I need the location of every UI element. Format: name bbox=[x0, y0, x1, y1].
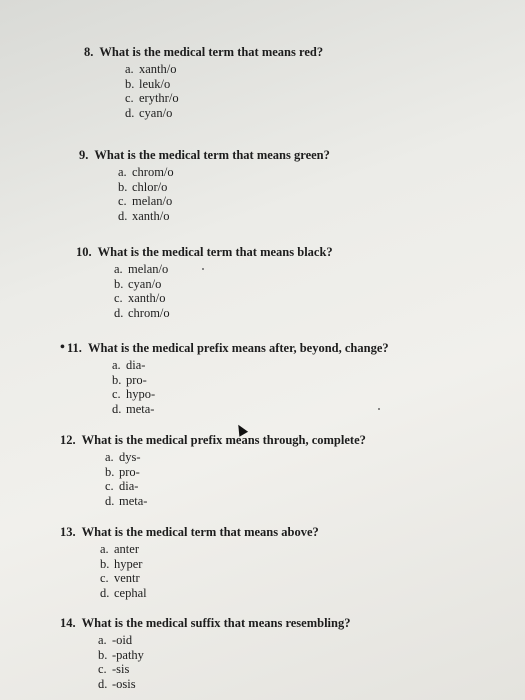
option-text: chrom/o bbox=[128, 305, 170, 320]
option-letter: b. bbox=[125, 76, 135, 91]
option-text: cyan/o bbox=[139, 105, 173, 120]
option-letter: a. bbox=[125, 62, 134, 76]
option-letter: a. bbox=[105, 450, 114, 464]
option-d[interactable] bbox=[112, 402, 155, 417]
option-text: -osis bbox=[112, 676, 136, 691]
option-text: leuk/o bbox=[139, 76, 171, 91]
option-letter: b. bbox=[114, 276, 124, 291]
option-d[interactable] bbox=[125, 106, 179, 121]
question-number: 10. bbox=[76, 245, 92, 259]
option-text: melan/o bbox=[128, 262, 169, 276]
option-letter: d. bbox=[100, 585, 110, 600]
question-9-options bbox=[118, 165, 174, 223]
option-a[interactable] bbox=[125, 62, 179, 77]
bullet-mark: • bbox=[60, 340, 65, 355]
option-d[interactable] bbox=[98, 677, 144, 692]
question-14-prompt bbox=[60, 616, 351, 631]
option-c[interactable] bbox=[105, 479, 147, 494]
option-text: dia- bbox=[119, 479, 139, 493]
option-c[interactable] bbox=[98, 662, 144, 677]
option-text: hypo- bbox=[126, 387, 156, 401]
option-text: anter bbox=[114, 542, 139, 556]
option-letter: d. bbox=[112, 401, 122, 416]
option-text: meta- bbox=[126, 401, 155, 416]
paper-speck bbox=[378, 408, 380, 410]
option-text: cyan/o bbox=[128, 276, 162, 291]
option-text: -pathy bbox=[112, 647, 144, 662]
question-number: 11. bbox=[67, 341, 82, 355]
option-text: -sis bbox=[112, 662, 130, 676]
question-number: 12. bbox=[60, 433, 76, 447]
option-letter: d. bbox=[118, 208, 128, 223]
option-letter: d. bbox=[125, 105, 135, 120]
option-b[interactable] bbox=[100, 557, 147, 572]
option-text: meta- bbox=[119, 493, 148, 508]
option-b[interactable] bbox=[118, 180, 174, 195]
option-letter: c. bbox=[114, 291, 123, 305]
option-letter: d. bbox=[98, 676, 108, 691]
option-text: ventr bbox=[114, 571, 140, 585]
question-10-options bbox=[114, 262, 170, 320]
option-letter: b. bbox=[112, 372, 122, 387]
option-b[interactable] bbox=[125, 77, 179, 92]
question-text: What is the medical prefix means after, beyond, change? bbox=[87, 341, 389, 355]
option-a[interactable] bbox=[112, 358, 155, 373]
question-text: What is the medical term that means green? bbox=[94, 148, 330, 162]
option-text: melan/o bbox=[132, 194, 173, 208]
option-letter: a. bbox=[100, 542, 109, 556]
option-c[interactable] bbox=[118, 194, 174, 209]
option-text: xanth/o bbox=[128, 291, 166, 305]
option-letter: c. bbox=[118, 194, 127, 208]
question-12-options bbox=[105, 450, 147, 508]
option-letter: b. bbox=[118, 179, 128, 194]
question-text: What is the medical prefix means through, complete? bbox=[81, 433, 366, 447]
option-d[interactable] bbox=[114, 306, 170, 321]
option-text: pro- bbox=[119, 464, 140, 479]
option-b[interactable] bbox=[114, 277, 170, 292]
option-text: xanth/o bbox=[132, 208, 170, 223]
question-11-options bbox=[112, 358, 155, 416]
option-letter: d. bbox=[114, 305, 124, 320]
question-12-prompt bbox=[60, 433, 366, 448]
question-13-options bbox=[100, 542, 147, 600]
question-text: What is the medical term that means red? bbox=[99, 45, 324, 59]
question-text: What is the medical suffix that means resembling? bbox=[81, 616, 351, 630]
option-letter: b. bbox=[100, 556, 110, 571]
option-letter: c. bbox=[125, 91, 134, 105]
option-text: dia- bbox=[126, 358, 146, 372]
option-text: -oid bbox=[112, 633, 133, 647]
option-letter: b. bbox=[105, 464, 115, 479]
question-number: 14. bbox=[60, 616, 76, 630]
option-text: chlor/o bbox=[132, 179, 168, 194]
question-14-options bbox=[98, 633, 144, 691]
option-c[interactable] bbox=[114, 291, 170, 306]
question-number: 8. bbox=[84, 45, 94, 59]
option-letter: c. bbox=[112, 387, 121, 401]
question-13-prompt bbox=[60, 525, 319, 540]
option-letter: a. bbox=[112, 358, 121, 372]
option-letter: c. bbox=[105, 479, 114, 493]
option-d[interactable] bbox=[105, 494, 147, 509]
question-number: 9. bbox=[79, 148, 89, 162]
option-a[interactable] bbox=[114, 262, 170, 277]
option-letter: a. bbox=[114, 262, 123, 276]
option-letter: b. bbox=[98, 647, 108, 662]
option-a[interactable] bbox=[98, 633, 144, 648]
option-letter: d. bbox=[105, 493, 115, 508]
option-d[interactable] bbox=[100, 586, 147, 601]
option-text: pro- bbox=[126, 372, 147, 387]
question-11-prompt bbox=[67, 341, 389, 356]
option-a[interactable] bbox=[100, 542, 147, 557]
option-c[interactable] bbox=[125, 91, 179, 106]
paper-speck bbox=[202, 268, 204, 270]
option-b[interactable] bbox=[112, 373, 155, 388]
option-letter: a. bbox=[98, 633, 107, 647]
option-text: chrom/o bbox=[132, 165, 174, 179]
option-b[interactable] bbox=[105, 465, 147, 480]
question-9-prompt bbox=[79, 148, 330, 163]
option-letter: a. bbox=[118, 165, 127, 179]
option-letter: c. bbox=[98, 662, 107, 676]
option-a[interactable] bbox=[118, 165, 174, 180]
option-text: xanth/o bbox=[139, 62, 177, 76]
question-8-prompt bbox=[84, 45, 323, 60]
question-text: What is the medical term that means above? bbox=[81, 525, 319, 539]
option-letter: c. bbox=[100, 571, 109, 585]
option-a[interactable] bbox=[105, 450, 147, 465]
option-text: cephal bbox=[114, 585, 147, 600]
option-c[interactable] bbox=[100, 571, 147, 586]
question-text: What is the medical term that means black? bbox=[97, 245, 333, 259]
option-text: erythr/o bbox=[139, 91, 179, 105]
option-text: hyper bbox=[114, 556, 143, 571]
option-b[interactable] bbox=[98, 648, 144, 663]
question-10-prompt bbox=[76, 245, 333, 260]
option-d[interactable] bbox=[118, 209, 174, 224]
question-8-options bbox=[125, 62, 179, 120]
option-text: dys- bbox=[119, 450, 141, 464]
question-number: 13. bbox=[60, 525, 76, 539]
option-c[interactable] bbox=[112, 387, 155, 402]
